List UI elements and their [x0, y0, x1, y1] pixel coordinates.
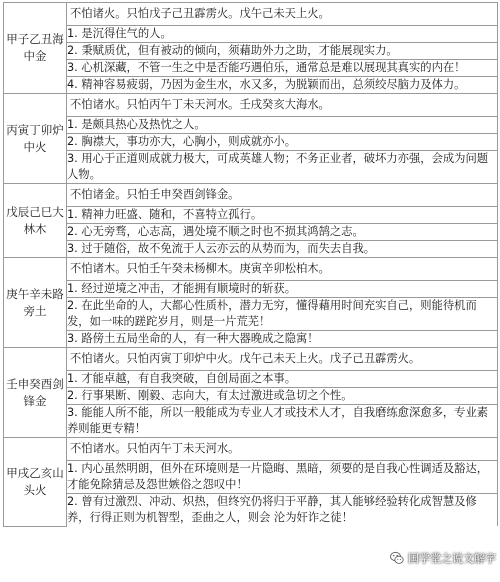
- group-header-line: 不怕诸水。只怕丙午丁未天河水。壬戌癸亥大海水。: [67, 94, 498, 117]
- table-row: [4, 494, 498, 527]
- table-row: [4, 241, 498, 258]
- table-row: [4, 461, 498, 494]
- table-row: [4, 331, 498, 348]
- group-item-line: 3. 路傍土五局坐命的人，有一种大器晚成之隐寓！: [67, 331, 498, 348]
- table-row: [4, 184, 498, 207]
- group-item-line: 2. 在此坐命的人，大都心性质朴，潜力无穷，懂得藉用时间充实自己，则能待机而发，如一味的蹉跎岁月，则是一片荒芜！: [67, 298, 498, 331]
- watermark-text: 国学堂之说文解字: [408, 552, 496, 565]
- group-item-line: 1. 内心虽然明朗，但外在环境则是一片隐晦、黑暗，须要的是自我心性调适及豁达，才能免除猜忌及怨世嫉俗之怨叹中！: [67, 461, 498, 494]
- group-item-line: 1. 是颇具热心及热忱之人。: [67, 117, 498, 134]
- group-name: 甲子乙丑海中金: [4, 3, 67, 94]
- group-header-line: 不怕诸木。只怕壬午癸未杨柳木。庚寅辛卯松柏木。: [67, 258, 498, 281]
- table-row: [4, 371, 498, 388]
- group-item-line: 1. 才能卓越，有自我突破，自创局面之本事。: [67, 371, 498, 388]
- group-item-line: 2. 胸襟大，事功亦大，心胸小，则成就亦小。: [67, 134, 498, 151]
- group-name: 壬申癸酉剑锋金: [4, 348, 67, 438]
- group-item-line: 2. 秉赋质优，但有被动的倾向，须藉助外力之助，才能展现实力。: [67, 43, 498, 60]
- group-item-line: 1. 精神力旺盛、随和，不喜特立孤行。: [67, 207, 498, 224]
- group-item-line: 3. 用心于正道则成就力极大，可成英雄人物；不务正业者，破坏力亦强，会成为问题人物。: [67, 151, 498, 184]
- table-row: [4, 405, 498, 438]
- table-row: [4, 94, 498, 117]
- table-row: [4, 207, 498, 224]
- group-item-line: 1. 是沉得住气的人。: [67, 26, 498, 43]
- group-item-line: 1. 经过逆境之冲击，才能拥有顺境时的斩获。: [67, 281, 498, 298]
- group-item-line: 2. 曾有过激烈、冲动、炽热，但终究仍将归于平静，其人能够经验转化成智慧及修养，行得正则为机智型，歪曲之人，则会 沦为奸诈之徒！: [67, 494, 498, 527]
- group-name: 庚午辛未路旁土: [4, 258, 67, 348]
- document-page: [3, 2, 498, 582]
- table-row: [4, 224, 498, 241]
- wechat-icon: [390, 551, 404, 565]
- table-row: [4, 151, 498, 184]
- group-item-line: 3. 过于随俗，故不免流于人云亦云的从势而为，而失去自我。: [67, 241, 498, 258]
- group-header-line: 不怕诸火。只怕丙寅丁卯炉中火。戊午己未天上火。戊子己丑霹雳火。: [67, 348, 498, 371]
- group-item-line: 2. 行事果断、刚毅、志向大，有太过激进或急切之个性。: [67, 388, 498, 405]
- group-item-line: 2. 心无旁骛，心志高，遇处境不顺之时也不损其鸿鹄之志。: [67, 224, 498, 241]
- table-row: [4, 258, 498, 281]
- group-header-line: 不怕诸火。只怕戊子己丑霹雳火。戊午己未天上火。: [67, 3, 498, 26]
- table-row: [4, 281, 498, 298]
- group-item-line: 4. 精神容易疲弱，乃因为金生水，水又多，为脱颖而出，总须绞尽脑力及体力。: [67, 77, 498, 94]
- table-row: [4, 298, 498, 331]
- table-row: [4, 348, 498, 371]
- group-header-line: 不怕诸金。只怕壬申癸酉剑锋金。: [67, 184, 498, 207]
- group-name: 丙寅丁卯炉中火: [4, 94, 67, 184]
- table-row: [4, 77, 498, 94]
- group-item-line: 3. 心机深藏，不管一生之中是否能巧遇伯乐，通常总是难以展现其真实的内在！: [67, 60, 498, 77]
- table-row: [4, 117, 498, 134]
- table-row: [4, 60, 498, 77]
- table-row: [4, 438, 498, 461]
- watermark: [390, 550, 496, 566]
- table-row: [4, 26, 498, 43]
- table-row: [4, 3, 498, 26]
- table-row: [4, 43, 498, 60]
- group-item-line: 3. 能能人所不能，所以一般能成为专业人才或技术人才，自我磨练愈深愈多，专业素养则能更专精！: [67, 405, 498, 438]
- table-row: [4, 388, 498, 405]
- table-row: [4, 134, 498, 151]
- group-header-line: 不怕诸水。只怕丙午丁未天河水。: [67, 438, 498, 461]
- nayin-table: [3, 2, 498, 527]
- group-name: 戊辰己巳大林木: [4, 184, 67, 258]
- group-name: 甲戌乙亥山头火: [4, 438, 67, 527]
